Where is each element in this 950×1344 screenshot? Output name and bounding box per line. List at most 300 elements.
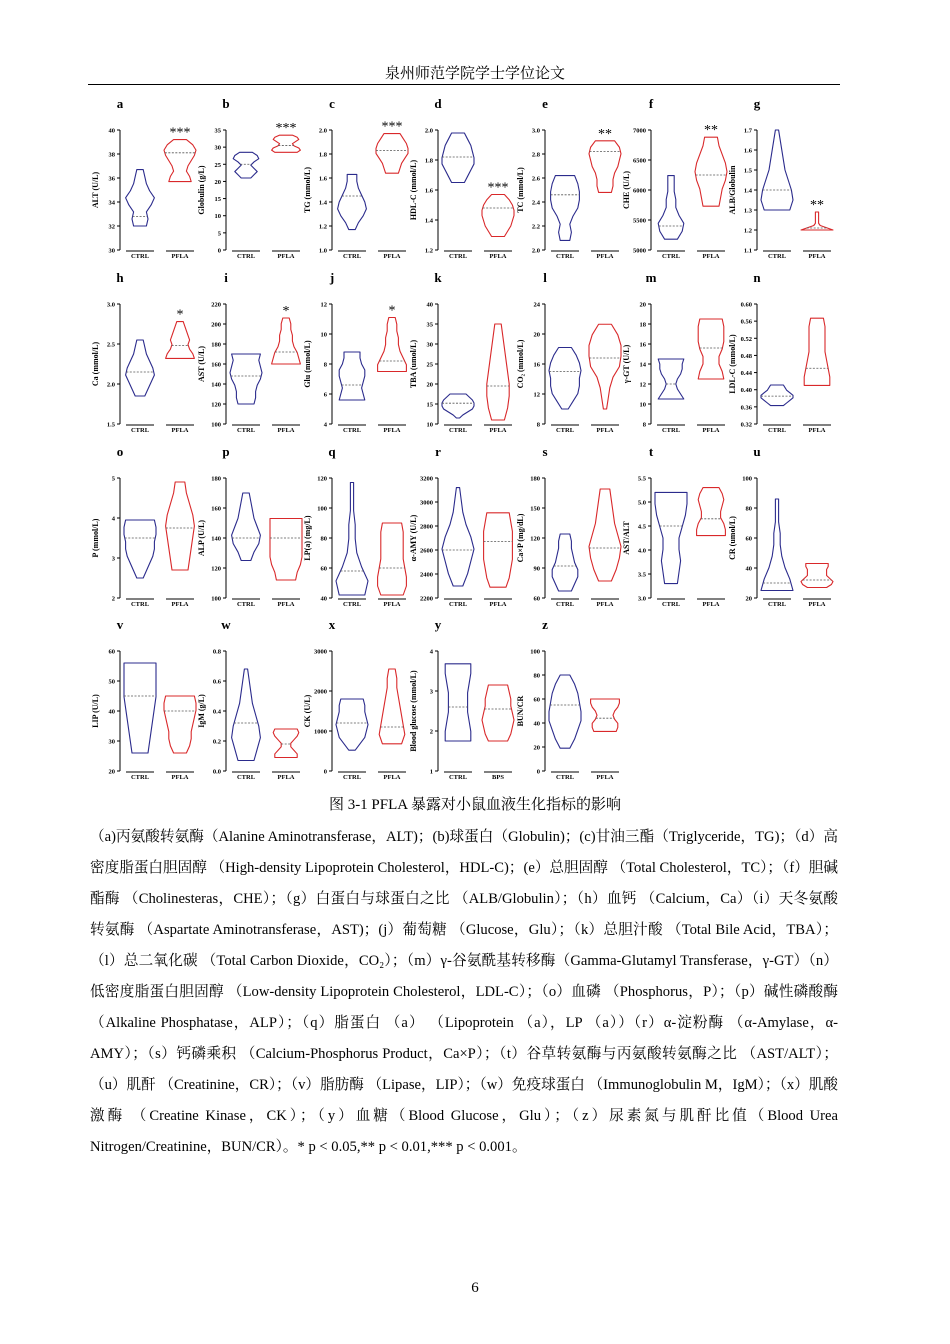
panel-label: p <box>222 444 230 459</box>
significance-marker: ** <box>598 126 612 142</box>
y-tick-label: 180 <box>211 341 221 349</box>
y-tick-label: 2.5 <box>106 341 115 349</box>
panel-label: a <box>116 96 124 111</box>
violin-ctrl <box>442 133 474 183</box>
x-tick-label: PFLA <box>277 601 295 608</box>
y-axis-label: Ca×P (mg/dL) <box>516 513 525 563</box>
x-tick-label: CTRL <box>130 601 150 608</box>
panel-label: h <box>116 270 124 285</box>
y-tick-label: 3200 <box>420 475 433 483</box>
y-tick-label: 50 <box>108 678 115 686</box>
violin-ctrl <box>655 492 687 583</box>
violin-bps <box>482 685 514 741</box>
y-tick-label: 1.8 <box>318 151 327 159</box>
x-tick-label: PFLA <box>383 253 401 260</box>
y-axis-label: CO₂ (mmol/L) <box>516 339 525 389</box>
y-tick-label: 1000 <box>314 728 327 736</box>
significance-marker: ** <box>810 198 824 213</box>
y-tick-label: 60 <box>745 535 752 543</box>
y-tick-label: 2 <box>111 595 115 603</box>
y-tick-label: 6500 <box>633 157 646 165</box>
violin-ctrl <box>549 675 581 748</box>
panel-label: t <box>648 444 654 459</box>
significance-marker: *** <box>169 125 191 141</box>
panel-p <box>197 444 302 608</box>
y-tick-label: 100 <box>530 648 540 656</box>
y-tick-label: 35 <box>214 127 221 135</box>
violin-ctrl <box>552 534 578 591</box>
y-tick-label: 1.4 <box>318 199 327 207</box>
y-tick-label: 3 <box>429 688 433 696</box>
violin-pfla <box>378 318 407 372</box>
y-axis-label: CR (umol/L) <box>728 516 737 560</box>
y-tick-label: 2.8 <box>531 151 540 159</box>
x-tick-label: PFLA <box>596 427 614 434</box>
violin-ctrl <box>124 663 156 753</box>
y-tick-label: 15 <box>426 401 433 409</box>
violin-ctrl <box>336 483 368 596</box>
y-tick-label: 4 <box>323 421 327 429</box>
x-tick-label: PFLA <box>489 601 507 608</box>
y-tick-label: 60 <box>320 565 327 573</box>
violin-pfla <box>589 141 621 193</box>
violin-ctrl <box>126 170 155 226</box>
x-tick-label: CTRL <box>448 601 468 608</box>
violin-ctrl <box>336 699 368 750</box>
header-rule <box>88 84 840 85</box>
x-tick-label: PFLA <box>489 427 507 434</box>
panel-o <box>91 444 194 608</box>
y-tick-label: 0.36 <box>740 404 752 412</box>
y-tick-label: 90 <box>533 565 540 573</box>
panel-label: b <box>222 96 230 111</box>
y-tick-label: 1 <box>429 768 433 776</box>
x-tick-label: CTRL <box>236 427 256 434</box>
y-tick-label: 12 <box>320 301 327 309</box>
panel-label: n <box>753 270 761 285</box>
violin-ctrl <box>232 669 261 761</box>
y-tick-label: 35 <box>426 321 433 329</box>
x-tick-label: CTRL <box>342 601 362 608</box>
violin-pfla <box>487 324 509 420</box>
panel-w <box>197 617 300 781</box>
y-tick-label: 80 <box>320 535 327 543</box>
y-tick-label: 100 <box>742 475 752 483</box>
x-tick-label: PFLA <box>702 253 720 260</box>
y-tick-label: 3.0 <box>531 127 540 135</box>
y-tick-label: 140 <box>211 381 221 389</box>
y-axis-label: AST (U/L) <box>197 345 206 383</box>
y-axis-label: TG (mmol/L) <box>303 167 312 213</box>
x-tick-label: CTRL <box>130 774 150 781</box>
x-tick-label: PFLA <box>277 774 295 781</box>
panel-label: f <box>648 96 654 111</box>
violin-pfla <box>378 523 407 595</box>
y-tick-label: 3000 <box>420 499 433 507</box>
x-tick-label: PFLA <box>596 601 614 608</box>
violin-ctrl <box>761 385 793 406</box>
y-axis-label: Blood glucose (mmol/L) <box>409 670 418 752</box>
panel-v <box>91 617 196 781</box>
panel-label: j <box>329 270 335 285</box>
y-tick-label: 1.3 <box>743 207 752 215</box>
y-tick-label: 80 <box>745 505 752 513</box>
y-tick-label: 20 <box>745 595 752 603</box>
x-tick-label: CTRL <box>555 427 575 434</box>
y-axis-label: P (mmol/L) <box>91 518 100 558</box>
y-tick-label: 1.5 <box>743 167 752 175</box>
x-tick-label: PFLA <box>171 253 189 260</box>
y-tick-label: 10 <box>639 401 646 409</box>
x-tick-label: PFLA <box>702 427 720 434</box>
panel-m <box>622 270 725 434</box>
y-axis-label: IgM (g/L) <box>197 694 206 728</box>
y-tick-label: 40 <box>108 708 115 716</box>
y-tick-label: 0 <box>217 247 221 255</box>
y-tick-label: 0.6 <box>212 678 221 686</box>
y-tick-label: 120 <box>530 535 540 543</box>
y-tick-label: 0.2 <box>212 738 221 746</box>
y-tick-label: 30 <box>108 738 115 746</box>
x-tick-label: CTRL <box>767 253 787 260</box>
violin-pfla <box>272 318 301 364</box>
panel-u <box>728 444 833 608</box>
y-tick-label: 6 <box>323 391 327 399</box>
x-tick-label: CTRL <box>448 253 468 260</box>
violin-pfla <box>166 322 195 359</box>
violin-ctrl <box>658 176 684 240</box>
y-axis-label: LP(a) (mg/L) <box>303 515 312 561</box>
violin-pfla <box>164 696 196 753</box>
x-tick-label: CTRL <box>767 601 787 608</box>
y-tick-label: 2 <box>429 728 433 736</box>
y-tick-label: 0.44 <box>740 370 752 378</box>
y-tick-label: 120 <box>317 475 327 483</box>
significance-marker: ** <box>704 123 718 139</box>
y-tick-label: 2200 <box>420 595 433 603</box>
violin-ctrl <box>338 174 367 229</box>
violin-pfla <box>482 195 514 237</box>
y-axis-label: LIP (U/L) <box>91 694 100 728</box>
x-tick-label: CTRL <box>236 774 256 781</box>
y-axis-label: CHE (U/L) <box>622 171 631 209</box>
violin-ctrl <box>442 394 474 418</box>
y-tick-label: 80 <box>533 672 540 680</box>
y-tick-label: 3.0 <box>637 595 646 603</box>
y-tick-label: 180 <box>530 475 540 483</box>
y-tick-label: 4 <box>111 515 115 523</box>
y-tick-label: 1.0 <box>318 247 327 255</box>
x-tick-label: PFLA <box>596 253 614 260</box>
y-tick-label: 1.6 <box>318 175 327 183</box>
violin-pfla <box>591 699 620 731</box>
y-axis-label: TBA (umol/L) <box>409 339 418 389</box>
y-axis-label: AST/ALT <box>622 521 631 555</box>
violin-ctrl <box>230 354 262 404</box>
y-tick-label: 1.5 <box>106 421 115 429</box>
x-tick-label: CTRL <box>555 601 575 608</box>
y-axis-label: Ca (mmol/L) <box>91 341 100 387</box>
y-tick-label: 2.6 <box>531 175 540 183</box>
x-tick-label: CTRL <box>448 774 468 781</box>
y-tick-label: 40 <box>108 127 115 135</box>
y-tick-label: 220 <box>211 301 221 309</box>
panel-label: s <box>542 444 548 459</box>
panel-n <box>728 270 831 434</box>
x-tick-label: PFLA <box>383 774 401 781</box>
y-tick-label: 2.0 <box>318 127 327 135</box>
y-tick-label: 1.6 <box>743 147 752 155</box>
y-axis-label: CK (U/L) <box>303 694 312 728</box>
y-tick-label: 4.5 <box>637 523 646 531</box>
x-tick-label: CTRL <box>342 427 362 434</box>
y-tick-label: 5000 <box>633 247 646 255</box>
panel-s <box>516 444 621 608</box>
panel-label: v <box>116 617 124 632</box>
y-tick-label: 5500 <box>633 217 646 225</box>
violin-ctrl <box>445 664 471 741</box>
violin-pfla <box>166 482 195 570</box>
panel-y <box>409 617 514 781</box>
x-tick-label: CTRL <box>661 427 681 434</box>
y-tick-label: 120 <box>211 565 221 573</box>
y-tick-label: 180 <box>211 475 221 483</box>
y-tick-label: 2.4 <box>531 199 540 207</box>
y-tick-label: 0.40 <box>740 387 752 395</box>
y-tick-label: 20 <box>426 381 433 389</box>
panel-i <box>197 270 300 434</box>
violin-pfla <box>697 488 726 536</box>
y-axis-label: γ-GT (U/L) <box>622 344 631 384</box>
significance-marker: * <box>388 303 396 319</box>
panel-g <box>728 96 833 260</box>
y-tick-label: 0.52 <box>740 335 752 343</box>
violin-pfla <box>698 319 724 379</box>
y-tick-label: 1.7 <box>743 127 752 135</box>
violin-figure <box>0 90 950 790</box>
y-tick-label: 14 <box>639 361 646 369</box>
y-tick-label: 5.0 <box>637 499 646 507</box>
x-tick-label: PFLA <box>277 427 295 434</box>
y-axis-label: α-AMY (U/L) <box>409 514 418 562</box>
y-tick-label: 0.4 <box>212 708 221 716</box>
y-axis-label: Glu (mmol/L) <box>303 340 312 388</box>
panel-e <box>516 96 621 260</box>
panel-label: c <box>329 96 335 111</box>
violin-ctrl <box>761 499 793 591</box>
y-tick-label: 0.8 <box>212 648 221 656</box>
x-tick-label: PFLA <box>702 601 720 608</box>
y-tick-label: 1.6 <box>424 187 433 195</box>
panel-q <box>303 444 406 608</box>
x-tick-label: PFLA <box>808 601 826 608</box>
y-axis-label: ALB/Globulin <box>728 165 737 215</box>
y-tick-label: 5 <box>111 475 115 483</box>
panel-label: l <box>543 270 547 285</box>
y-tick-label: 3.0 <box>106 301 115 309</box>
y-tick-label: 0 <box>536 768 540 776</box>
violin-ctrl <box>551 176 580 241</box>
panel-c <box>303 96 408 260</box>
x-tick-label: PFLA <box>383 601 401 608</box>
figure-notes: （a)丙氨酸转氨酶（Alanine Aminotransferase，ALT)；(b)球蛋白（Globulin)；(c)甘油三酯（Triglyceride，TG)；（d）高密度脂蛋白胆固醇 （High-density Lipoprotein Cholesterol，HDL-C)；(e）总胆固醇 （Total Cholesterol，TC）；（f）胆碱酯酶 （Cholinesteras，CHE）；（g）白蛋白与球蛋白之比 （ALB/Globulin）；（h）血钙 （Calcium，Ca）（i）天冬氨酸转氨酶 （Aspartate Aminotransferase，AST)；(j）葡萄糖 （Glucose，Glu）；（k）总胆汁酸 （Total Bile Acid，TBA）；（l）总二氧化碳 （Total Carbon Dioxide，CO₂）；（m）γ-谷氨酰基转移酶（Gamma-Glutamyl Transferase，γ-GT）（n）低密度脂蛋白胆固醇 （Low-density Lipoprotein Cholesterol，LDL-C）；（o）血磷 （Phosphorus，P）；（p）碱性磷酸酶 （Alkaline Phosphatase，ALP）；（q）脂蛋白 （a） （Lipoprotein （a），LP （a））（r）α-淀粉酶 （α-Amylase，α-AMY）；（s）钙磷乘积 （Calcium-Phosphorus Product，Ca×P）；（t）谷草转氨酶与丙氨酸转氨酶之比 （AST/ALT）；（u）肌酐 （Creatinine，CR）；（v）脂肪酶 （Lipase，LIP）；（w）免疫球蛋白 （Immunoglobulin M，IgM）；（x）肌酸激酶 （Creatine Kinase，CK）；（y）血糖（Blood Glucose，Glu）；（z）尿素氮与肌酐比值（Blood Urea Nitrogen/Creatinine，BUN/CR）。* p < 0.05,** p < 0.01,*** p < 0.001。 <box>90 829 838 1155</box>
significance-marker: * <box>282 304 290 319</box>
x-tick-label: CTRL <box>130 253 150 260</box>
y-tick-label: 10 <box>214 213 221 221</box>
significance-marker: * <box>176 307 184 323</box>
panel-x <box>303 617 406 781</box>
y-tick-label: 4.0 <box>637 547 646 555</box>
panel-label: e <box>542 96 548 111</box>
x-tick-label: CTRL <box>555 774 575 781</box>
y-tick-label: 3000 <box>314 648 327 656</box>
y-tick-label: 2.0 <box>106 381 115 389</box>
x-tick-label: PFLA <box>808 253 826 260</box>
y-tick-label: 7000 <box>633 127 646 135</box>
x-tick-label: CTRL <box>555 253 575 260</box>
page-header: 泉州师范学院学士学位论文 <box>384 66 565 82</box>
violin-ctrl <box>442 488 474 586</box>
y-tick-label: 2.0 <box>531 247 540 255</box>
y-tick-label: 1.2 <box>318 223 327 231</box>
y-tick-label: 2.0 <box>424 127 433 135</box>
y-tick-label: 32 <box>108 223 115 231</box>
y-axis-label: HDL-C (mmol/L) <box>409 159 418 221</box>
y-tick-label: 20 <box>108 768 115 776</box>
panel-z <box>516 617 619 781</box>
x-tick-label: CTRL <box>342 253 362 260</box>
violin-ctrl <box>124 520 156 578</box>
y-tick-label: 30 <box>108 247 115 255</box>
y-axis-label: ALT (U/L) <box>91 171 100 209</box>
y-axis-label: Globulin (g/L) <box>197 165 206 215</box>
panel-label: q <box>328 444 336 459</box>
y-tick-label: 10 <box>320 331 327 339</box>
violin-pfla <box>379 669 405 744</box>
violin-ctrl <box>126 340 155 396</box>
y-tick-label: 0.32 <box>740 421 752 429</box>
y-tick-label: 4 <box>429 648 433 656</box>
significance-marker: *** <box>275 121 297 137</box>
x-tick-label: CTRL <box>236 253 256 260</box>
y-tick-label: 15 <box>214 196 221 204</box>
y-tick-label: 10 <box>426 421 433 429</box>
y-tick-label: 1.2 <box>424 247 433 255</box>
y-axis-label: BUN/CR <box>516 695 525 727</box>
panel-f <box>622 96 727 260</box>
y-tick-label: 0.48 <box>740 352 752 360</box>
y-tick-label: 20 <box>214 178 221 186</box>
x-tick-label: PFLA <box>277 253 295 260</box>
y-tick-label: 0.56 <box>740 318 752 326</box>
panel-j <box>303 270 406 434</box>
violin-pfla <box>484 513 513 587</box>
panel-label: g <box>753 96 761 111</box>
y-tick-label: 5 <box>217 230 221 238</box>
y-tick-label: 100 <box>211 421 221 429</box>
x-tick-label: CTRL <box>448 427 468 434</box>
panel-t <box>622 444 725 608</box>
panel-label: r <box>435 444 441 459</box>
y-tick-label: 2600 <box>420 547 433 555</box>
y-tick-label: 38 <box>108 151 115 159</box>
x-tick-label: PFLA <box>808 427 826 434</box>
y-tick-label: 3.5 <box>637 571 646 579</box>
y-tick-label: 200 <box>211 321 221 329</box>
y-tick-label: 0.60 <box>740 301 752 309</box>
y-tick-label: 12 <box>533 391 540 399</box>
y-tick-label: 1.8 <box>424 157 433 165</box>
panel-label: z <box>542 617 548 632</box>
y-tick-label: 1.1 <box>743 247 752 255</box>
y-tick-label: 1.4 <box>424 217 433 225</box>
violin-pfla <box>695 137 727 206</box>
y-tick-label: 20 <box>533 744 540 752</box>
y-tick-label: 120 <box>211 401 221 409</box>
x-tick-label: PFLA <box>383 427 401 434</box>
x-tick-label: PFLA <box>171 427 189 434</box>
y-tick-label: 160 <box>211 505 221 513</box>
panel-a <box>91 96 196 260</box>
y-tick-label: 160 <box>211 361 221 369</box>
x-tick-label: PFLA <box>171 774 189 781</box>
panel-label: o <box>116 444 124 459</box>
y-tick-label: 8 <box>642 421 646 429</box>
y-tick-label: 60 <box>533 595 540 603</box>
violin-pfla <box>376 134 408 174</box>
y-tick-label: 20 <box>639 301 646 309</box>
y-tick-label: 150 <box>530 505 540 513</box>
panel-label: k <box>434 270 442 285</box>
violin-pfla <box>272 135 301 152</box>
violin-pfla <box>801 564 833 588</box>
violin-ctrl <box>761 130 793 210</box>
y-tick-label: 0 <box>323 768 327 776</box>
y-tick-label: 34 <box>108 199 115 207</box>
y-axis-label: LDL-C (mmol/L) <box>728 334 737 394</box>
y-tick-label: 2000 <box>314 688 327 696</box>
violin-ctrl <box>233 152 259 178</box>
y-tick-label: 2400 <box>420 571 433 579</box>
panel-b <box>197 96 300 260</box>
violin-ctrl <box>339 352 365 400</box>
x-tick-label: PFLA <box>596 774 614 781</box>
significance-marker: *** <box>381 119 403 135</box>
violin-pfla <box>164 140 196 182</box>
x-tick-label: BPS <box>492 774 504 781</box>
panel-label: m <box>645 270 657 285</box>
y-tick-label: 8 <box>323 361 327 369</box>
y-tick-label: 25 <box>214 161 221 169</box>
panel-d <box>409 96 514 260</box>
y-tick-label: 16 <box>533 361 540 369</box>
y-tick-label: 0.0 <box>212 768 221 776</box>
y-tick-label: 5.5 <box>637 475 646 483</box>
violin-ctrl <box>232 493 261 561</box>
violin-pfla <box>589 489 621 581</box>
y-tick-label: 2800 <box>420 523 433 531</box>
y-tick-label: 16 <box>639 341 646 349</box>
x-tick-label: CTRL <box>130 427 150 434</box>
panel-label: w <box>221 617 231 632</box>
x-tick-label: CTRL <box>767 427 787 434</box>
y-tick-label: 40 <box>745 565 752 573</box>
y-tick-label: 60 <box>533 696 540 704</box>
x-tick-label: PFLA <box>489 253 507 260</box>
panel-k <box>409 270 512 434</box>
y-tick-label: 30 <box>214 144 221 152</box>
panel-h <box>91 270 194 434</box>
